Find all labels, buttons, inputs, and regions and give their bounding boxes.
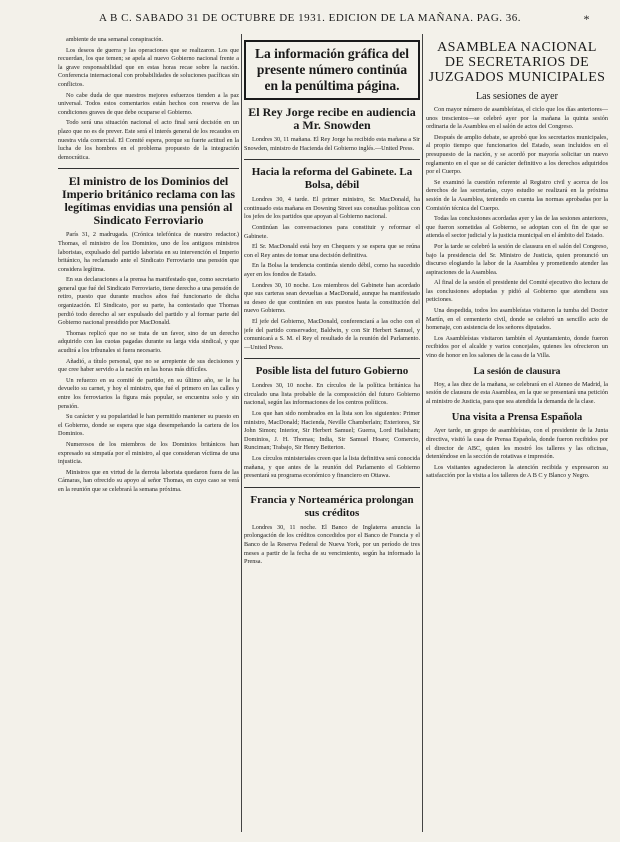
paragraph: Todas las conclusiones acordadas ayer y las de las sesiones anteriores, que fueron sometidas al Gobierno, se adoptan con el fin de que se atienda el sector judicial y la justicia municipal en el ámbito del Estado. [426,215,608,240]
boxed-notice: La información gráfica del presente número continúa en la penúltima página. [244,40,420,100]
paragraph: Añadió, a título personal, que no se arrepiente de sus decisiones y que cree haber servido a la nación en las horas más difíciles. [58,357,239,374]
paragraph: Los Asambleístas visitaron también el Ayuntamiento, donde fueron recibidos por el alcalde y varios concejales, quienes les ofrecieron un vino de honor en los salones de la casa de la Villa. [426,334,608,360]
paragraph: Thomas replicó que no se trata de un favor, sino de un derecho adquirido con las cuotas pagadas durante su larga vida sindical, y que acudirá a los tribunales si fuera necesario. [58,329,239,355]
column-divider-2 [422,34,423,832]
paragraph: Londres 30, 10 noche. En círculos de la política británica ha circulado una lista probable de la composición del futuro Gobierno nacional, según las informaciones de los centros políticos. [244,382,420,407]
paragraph: ambiente de una semanal conspiración. [66,36,164,43]
paragraph: Londres 30, 4 tarde. El primer ministro, Sr. MacDonald, ha continuado esta mañana en Downing Street sus consultas políticas con los jefes de los partidos que apoyan al Gobierno nacional. [244,196,420,221]
paragraph: Ayer tarde, un grupo de asambleístas, con el presidente de la Junta directiva, visitó la casa de Prensa Española, donde fueron recibidos por el director de ABC, quien les mostró los talleres y las oficinas, deteniéndose en la sección de rotativas e impresión. [426,427,608,461]
article-headline: Posible lista del futuro Gobierno [255,365,409,378]
paragraph: Londres 30, 11 noche. El Banco de Inglaterra anuncia la prolongación de los créditos concedidos por el Banco de Francia y el Banco de la Reserva Federal de Nueva York, por un período de tres meses a partir de la fecha de su vencimiento, según ha informado la Prensa. [244,523,420,566]
paragraph: Una despedida, todos los asambleístas visitaron la tumba del Doctor Martín, en el cementerio civil, donde se celebró un sencillo acto de homenaje, con asistencia de los señores diputados. [426,307,608,332]
paragraph: Continúan las conversaciones para constituir y reformar el Gabinete. [244,223,420,240]
article-headline: Hacia la reforma del Gabinete. La Bolsa, débil [251,166,413,192]
header-line: A B C. SABADO 31 DE OCTUBRE DE 1931. EDICION DE LA MAÑANA. PAG. 36. [98,12,522,24]
subheading: La sesión de clausura [473,366,561,377]
paragraph: Todo será una situación nacional el acto final será decisión en un plazo que no es de prever. Este será el interés general de los recaudos en nuestra vida comercial. El Comité espera, porque su fuerte actitud en la lucha de los hombres en el problema propuesto de la integración democrática. [58,119,239,161]
paragraph: Los que han sido nombrados en la lista son los siguientes: Primer ministro, MacDonald; Hacienda, Neville Chamberlain; Exteriores, Sir John Simon; Interior, Sir Herbert Samuel; Guerra, Lord Hailsham; Dominios, J. H. Thomas; India, Sir Samuel Hoare; Comercio, Runciman; Trabajo, Sir Henry Betterton. [244,410,420,452]
paragraph: Después de amplio debate, se aprobó que los secretarios municipales, al propio tiempo que funcionarios del Estado, sean incluidos en el presupuesto de la nación, y se acordó por mayoría solicitar un nuevo reglamento en el que se dé carácter definitivo a los derechos adquiridos por el Cuerpo. [426,133,608,176]
paragraph: Por la tarde se celebró la sesión de clausura en el salón del Congreso, bajo la presidencia del Sr. Ministro de Justicia, quien pronunció un discurso elogiando la labor de la Asamblea y prometiendo atender las aspiraciones de la Asamblea. [426,242,608,276]
paragraph: Su carácter y su popularidad le han permitido mantener su puesto en el Gobierno, donde se espera que siga desempeñando la cartera de los Dominios. [58,413,239,438]
divider [244,358,420,359]
column-2 [244,36,420,842]
paragraph: Numerosos de los miembros de los Dominios británicos han expresado su simpatía por el ministro, al que consideran víctima de una injusticia. [58,440,239,466]
article-headline: El ministro de los Dominios del Imperio británico reclama con las legítimas envidias una pensión al Sindicato Ferroviario [61,174,236,228]
header-mark: * [583,12,590,26]
col1-top-text [58,36,239,162]
paragraph: Un refuerzo en su comité de partido, en su último año, se le ha devuelto su carnet, y hoy el ministro, que fué el primero en las calles y entre los ferroviarios la figura más popular, se encuentra solo y sin pensión. [58,376,239,410]
section-headline: ASAMBLEA NACIONAL DE SECRETARIOS DE JUZGADOS MUNICIPALES [428,40,606,85]
subheading: Una visita a Prensa Española [451,412,583,424]
divider [244,159,420,160]
paragraph: Al final de la sesión el presidente del Comité ejecutivo dio lectura de las conclusiones adoptadas y pidió al Gobierno que atendiera sus peticiones. [426,279,608,304]
column-divider-1 [241,34,242,832]
paragraph: En la Bolsa la tendencia continúa siendo débil, como ha sucedido ayer en los fondos de Estado. [244,262,420,278]
paragraph: El jefe del Gobierno, MacDonald, conferenciará a las ocho con el jefe del partido conservador, Baldwin, y con Sir Herbert Samuel, y comunicará a S. M. el Rey el resultado de la reunión del Parlamento.—United Press. [244,317,420,351]
column-1 [58,36,239,842]
paragraph: Con mayor número de asambleístas, el ciclo que los días anteriores—unos trescientos—se celebró ayer por la mañana la quinta sesión ordinaria de la Asamblea en el salón de actos del Congreso. [426,106,608,131]
article-headline: Francia y Norteamérica prolongan sus créditos [250,493,414,519]
subheading: Las sesiones de ayer [476,91,558,102]
paragraph: No cabe duda de que nuestros mejores esfuerzos tienden a la paz universal. Todos estos comentarios están hechos con reserva de las condiciones graves de que debe ocuparse el Gobierno. [58,91,239,116]
column-3 [426,36,608,842]
page-header [40,12,590,30]
paragraph: Los deseos de guerra y las operaciones que se realizaron. Los que recuerdan, los que temen; se apela al nuevo Gobierno nacional frente a la grave responsabilidad que en estas horas recae sobre la nación. Conferencia internacional con probabilidades de soluciones pacíficas sin conflictos. [58,46,239,88]
article-headline: El Rey Jorge recibe en audiencia a Mr. Snowden [248,105,416,132]
paragraph: París 31, 2 madrugada. (Crónica telefónica de nuestro redactor.) Thomas, el ministro de los Dominios, uno de los antiguos ministros laboristas, expulsado del partido laborista en su intervención el Imperio británico, ha reclamado ante el Sindicato Ferroviario una pensión que considera legítima. [58,231,239,273]
paragraph: Ministros que en virtud de la derrota laborista quedaron fuera de las Cámaras, han ofrecido su apoyo al señor Thomas, en cuyo caso se verá en la reunión que se celebrará la semana próxima. [58,468,239,493]
paragraph: Londres 30, 11 mañana. El Rey Jorge ha recibido esta mañana a Sir Snowden, ministro de Hacienda del Gobierno inglés.—United Press. [244,136,420,152]
paragraph: Se examinó la cuestión referente al Registro civil y acerca de los derechos de las secretarías, cuyo estudio se realizará en la próxima sesión de la Asamblea, teniendo en cuenta las normas aprobadas por la Comisión técnica del Cuerpo. [426,178,608,212]
paragraph: En sus declaraciones a la prensa ha manifestado que, como secretario general que fué del Sindicato Ferroviario, tiene derecho a una pensión de retiro, puesto que durante muchos años fué funcionario de dicha organización. El Sindicato, por su parte, ha contestado que Thomas perdió todo derecho al ser expulsado del partido y al formar parte del Gobierno nacional presidido por MacDonald. [58,276,239,327]
paragraph: Londres 30, 10 noche. Los miembros del Gabinete han acordado que sus carteras sean devueltas a MacDonald, aunque ha manifestado su deseo de que continúen en sus puestos hasta la constitución del nuevo Gobierno. [244,281,420,315]
divider [244,487,420,488]
paragraph: El Sr. MacDonald está hoy en Chequers y se espera que se reúna con el Rey antes de tomar una decisión definitiva. [244,243,420,259]
divider [58,168,239,169]
paragraph: Hoy, a las diez de la mañana, se celebrará en el Ateneo de Madrid, la sesión de clausura de esta Asamblea, en la que se presentará una petición al ministro de Justicia, para que sea atendida la demanda de la clase. [426,380,608,405]
paragraph: Los visitantes agradecieron la atención recibida y expresaron su satisfacción por la visita a los talleres de A B C y Blanco y Negro. [426,463,608,480]
paragraph: Los círculos ministeriales creen que la lista definitiva será conocida mañana, y que antes de la reunión del Parlamento el Gobierno presentará su programa económico y financiero en Ottawa. [244,455,420,480]
